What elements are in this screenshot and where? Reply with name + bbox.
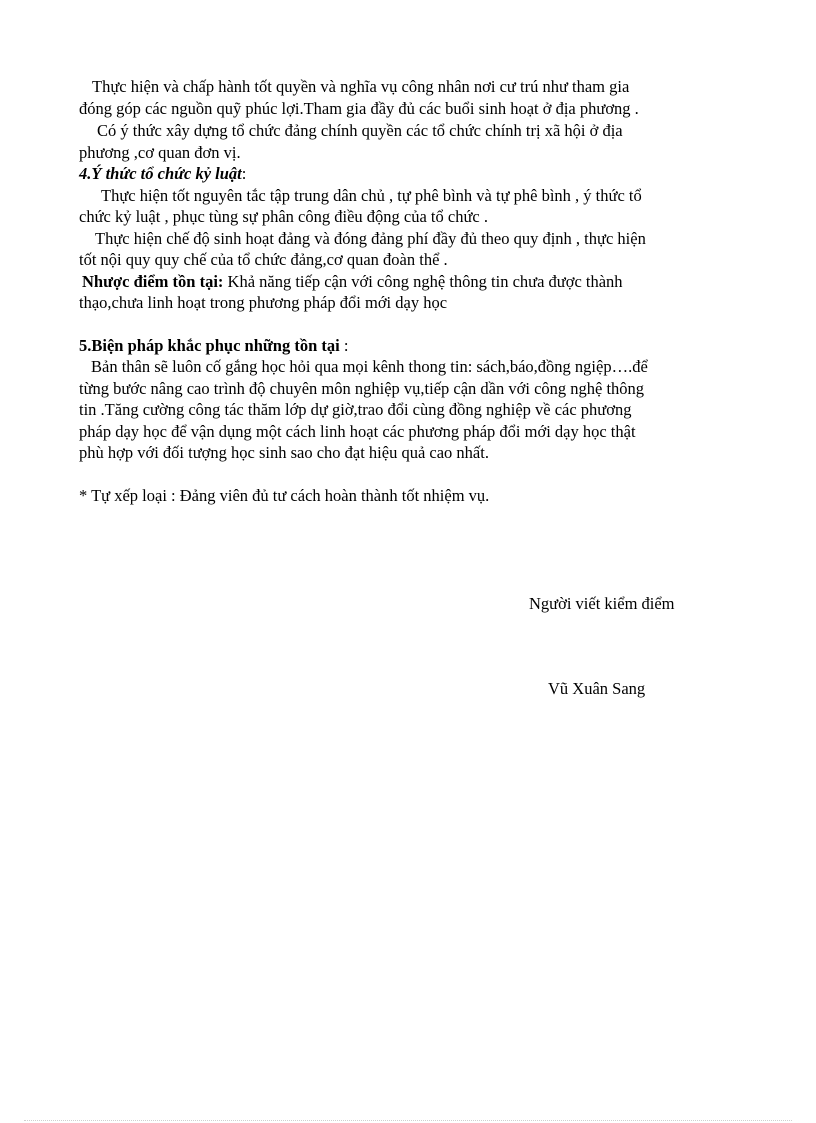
section-5-heading-text: 5.Biện pháp khắc phục những tồn tại bbox=[79, 336, 340, 355]
section-4-para-1-line-1: Thực hiện tốt nguyên tắc tập trung dân chủ , tự phê bình và tự phê bình , ý thức tổ bbox=[101, 186, 642, 205]
weakness-line-2: thạo,chưa linh hoạt trong phương pháp đổi mới dạy học bbox=[79, 293, 448, 312]
paragraph-1-line-2: đóng góp các nguồn quỹ phúc lợi.Tham gia đầy đủ các buổi sinh hoạt ở địa phương . bbox=[79, 99, 639, 118]
section-5-heading-colon: : bbox=[343, 336, 349, 355]
section-4-heading-text: 4.Ý thức tổ chức kỷ luật bbox=[79, 164, 242, 183]
signature-title: Người viết kiểm điểm bbox=[529, 594, 675, 613]
self-rating: * Tự xếp loại : Đảng viên đủ tư cách hoàn thành tốt nhiệm vụ. bbox=[79, 486, 490, 505]
section-5-line-5: phù hợp với đối tượng học sinh sao cho đạt hiệu quả cao nhất. bbox=[79, 443, 489, 462]
section-5-heading bbox=[79, 336, 348, 356]
weakness-label: Nhược điểm tồn tại: bbox=[82, 272, 224, 291]
signature-name: Vũ Xuân Sang bbox=[548, 679, 646, 698]
section-4-heading bbox=[79, 164, 246, 184]
weakness-text-1: Khả năng tiếp cận với công nghệ thông tin chưa được thành bbox=[227, 272, 623, 291]
page-bottom-divider bbox=[24, 1120, 792, 1121]
section-5-line-3: tin .Tăng cường công tác thăm lớp dự giờ,trao đổi cùng đồng nghiệp về các phương bbox=[79, 400, 632, 419]
section-4-para-2-line-1: Thực hiện chế độ sinh hoạt đảng và đóng đảng phí đầy đủ theo quy định , thực hiện bbox=[95, 229, 646, 248]
weakness-line-1 bbox=[82, 272, 623, 292]
section-5-line-1: Bản thân sẽ luôn cố gắng học hỏi qua mọi kênh thong tin: sách,báo,đồng ngiệp….để bbox=[91, 357, 648, 376]
section-4-para-2-line-2: tốt nội quy quy chế của tổ chức đảng,cơ quan đoàn thể . bbox=[79, 250, 448, 269]
paragraph-1-line-1: Thực hiện và chấp hành tốt quyền và nghĩa vụ công nhân nơi cư trú như tham gia bbox=[92, 77, 630, 96]
paragraph-2-line-1: Có ý thức xây dựng tổ chức đảng chính quyền các tổ chức chính trị xã hội ở địa bbox=[97, 121, 623, 140]
section-5-line-2: từng bước nâng cao trình độ chuyên môn nghiệp vụ,tiếp cận dần với công nghệ thông bbox=[79, 379, 645, 398]
paragraph-2-line-2: phương ,cơ quan đơn vị. bbox=[79, 143, 241, 162]
section-5-line-4: pháp dạy học để vận dụng một cách linh hoạt các phương pháp đổi mới dạy học thật bbox=[79, 422, 636, 441]
section-4-para-1-line-2: chức kỷ luật , phục tùng sự phân công điều động của tổ chức . bbox=[79, 207, 488, 226]
section-4-heading-colon: : bbox=[241, 164, 247, 183]
